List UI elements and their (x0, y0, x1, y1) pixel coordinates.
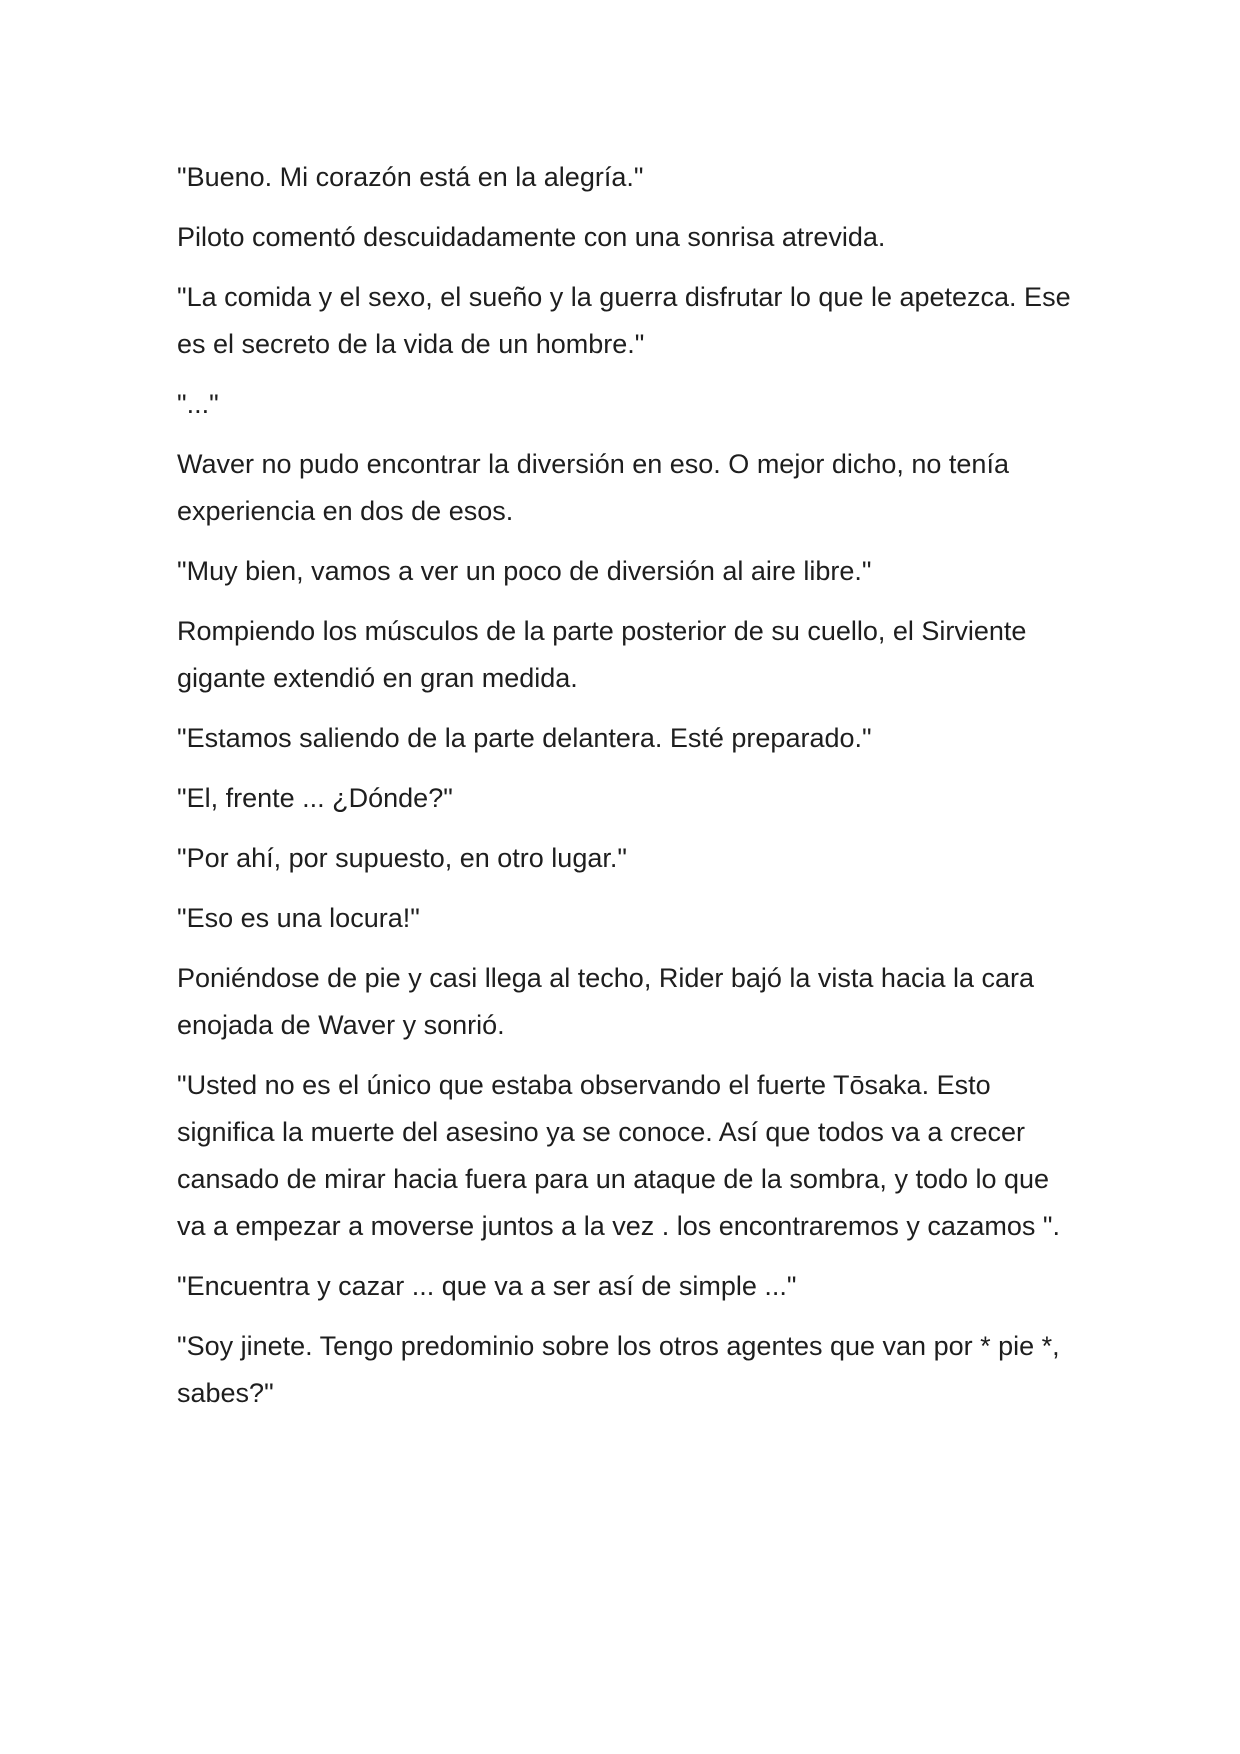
paragraph: "Estamos saliendo de la parte delantera. Esté preparado." (177, 723, 872, 753)
body-text (177, 154, 1077, 1430)
paragraph: "El, frente ... ¿Dónde?" (177, 783, 453, 813)
paragraph: "Encuentra y cazar ... que va a ser así de simple ..." (177, 1271, 797, 1301)
paragraph: "La comida y el sexo, el sueño y la guerra disfrutar lo que le apetezca. Ese es el secreto de la vida de un hombre." (177, 282, 1071, 359)
paragraph: Rompiendo los músculos de la parte posterior de su cuello, el Sirviente gigante extendió en gran medida. (177, 616, 1027, 693)
paragraph: "Soy jinete. Tengo predominio sobre los otros agentes que van por * pie *, sabes?" (177, 1331, 1060, 1408)
paragraph: "..." (177, 389, 219, 419)
paragraph: Poniéndose de pie y casi llega al techo, Rider bajó la vista hacia la cara enojada de Waver y sonrió. (177, 963, 1035, 1040)
paragraph: "Usted no es el único que estaba observando el fuerte Tōsaka. Esto significa la muerte del asesino ya se conoce. Así que todos va a crecer cansado de mirar hacia fuera para un ataque de la sombra, y todo lo que va a empezar a moverse juntos a la vez . los encontraremos y cazamos ". (177, 1070, 1060, 1241)
paragraph: "Bueno. Mi corazón está en la alegría." (177, 162, 644, 192)
paragraph: Waver no pudo encontrar la diversión en eso. O mejor dicho, no tenía experiencia en dos de esos. (177, 449, 1009, 526)
paragraph: "Eso es una locura!" (177, 903, 420, 933)
paragraph: Piloto comentó descuidadamente con una sonrisa atrevida. (177, 222, 886, 252)
paragraph: "Por ahí, por supuesto, en otro lugar." (177, 843, 627, 873)
paragraph: "Muy bien, vamos a ver un poco de diversión al aire libre." (177, 556, 872, 586)
